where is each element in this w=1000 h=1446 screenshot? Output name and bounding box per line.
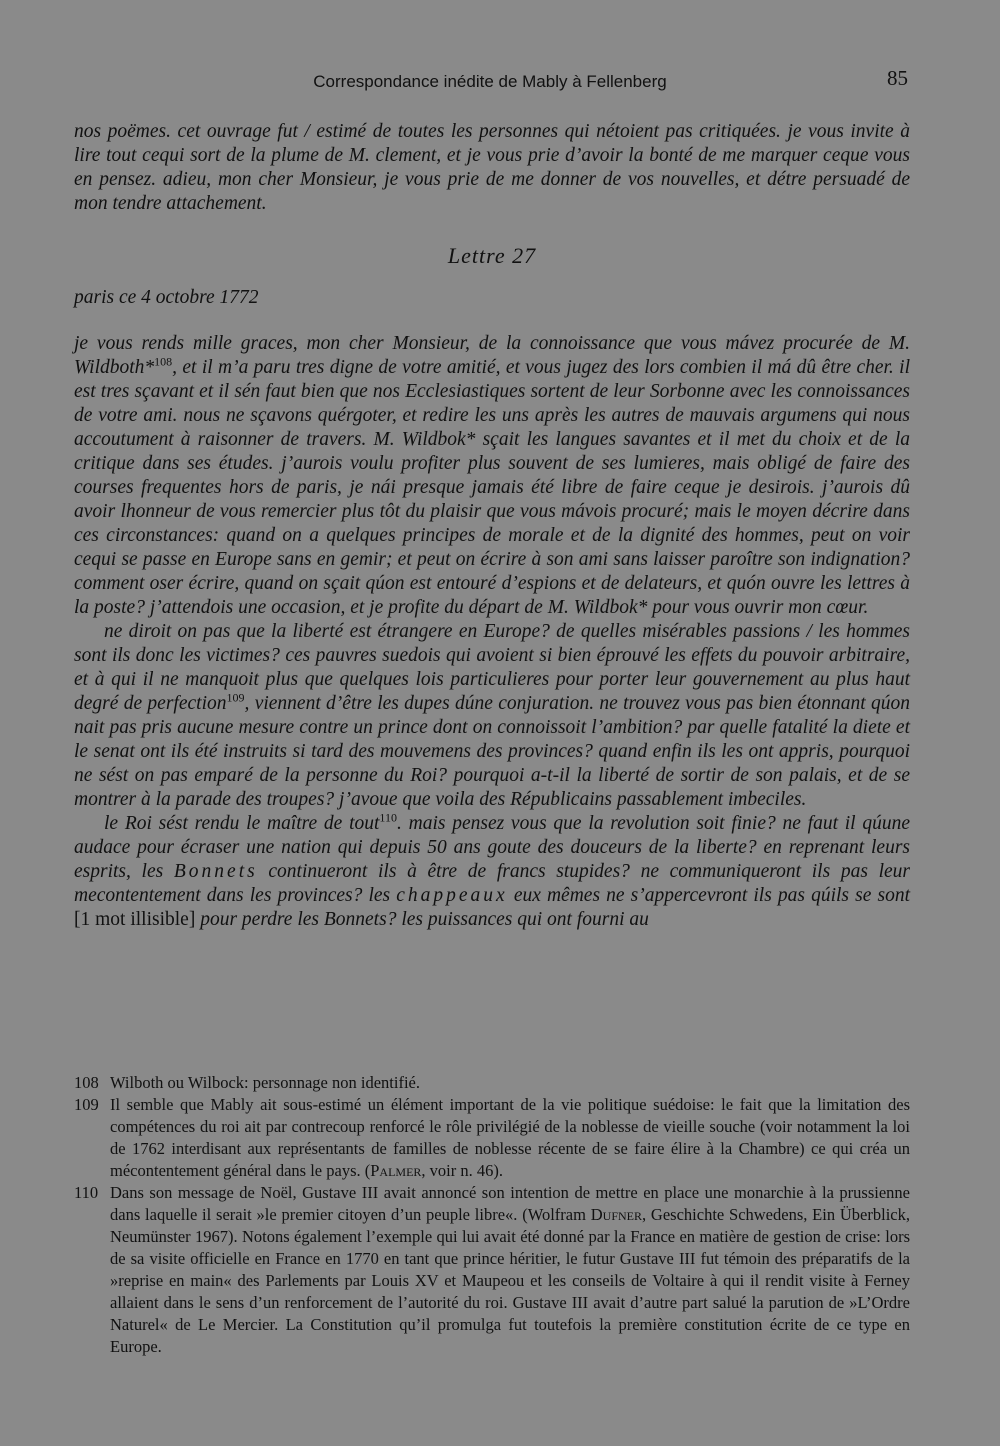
paragraph-3 [74,812,910,932]
author-name-smallcaps: Dufner [590,1205,642,1224]
paragraph-3-text-e: pour perdre les Bonnets? les puissances qui ont fourni au [200,909,649,930]
footnote-number: 110 [74,1183,99,1202]
letter-date: paris ce 4 octobre 1772 [74,287,259,308]
paragraph-3-text-b: . mais pensez vous que la revolution soit finie? ne faut il qúune audace pour écraser une nation qui depuis 50 ans goute des douceurs de la liberte? en reprenant leurs esprits, les [74,813,910,882]
footnote-text-b: , Geschichte Schwedens, Ein Überblick, Neumünster 1967). Notons également l’exemple qui lui avait été donné par la France en matière de gestion de crise: lors de sa visite officielle en France en 1770 en tant que prince héritier, le futur Gustave III fut témoin des préparatifs de la »reprise en main« des Parlements par Louis XV et Maupeou et les conseils de Voltaire à qui il rendit visite à Ferney allaient dans le sens d’un renforcement de l’autorité du roi. Gustave III avait d’autre part salué la parution de »L’Ordre Naturel« de Le Mercier. La Constitution qu’il promulga fut toutefois la première constitution écrite de ce type en Europe. [110,1205,910,1356]
footnote-text-a: Il semble que Mably ait sous-estimé un élément important de la vie politique suédoise: le fait que la limitation des compétences du roi ait par contrecoup renforcé le rôle privilégié de la noblesse de vieille souche (voir notamment la loi de 1762 interdisant aux représentants de familles de noblesse récente de se faire élire à la Chambre) ce qui créa un mécontentement général dans le pays. ( [110,1095,910,1180]
paragraph-1 [74,332,910,620]
running-title: Correspondance inédite de Mably à Fellenberg [313,72,667,91]
paragraph-3-text-d: eux mêmes ne s’appercevront ils pas qúils se sont [513,885,910,906]
letter-heading: Lettre 27 [447,243,537,268]
footnote-ref-108: 108 [154,354,173,369]
footnote-ref-109: 109 [226,690,245,705]
footnote-text-b: , voir n. 46). [421,1161,503,1180]
paragraph-3-text-c: continueront ils à être de francs stupides? ne communiqueront ils pas leur mecontentement dans les provinces? les [74,861,911,906]
footnote-text [110,1182,910,1358]
footnote-number: 109 [74,1095,99,1114]
footnote-text-a: Wilboth ou Wilbock: personnage non identifié. [110,1073,420,1092]
paragraph-continuation: nos poëmes. cet ouvrage fut / estimé de toutes les personnes qui nétoient pas critiquées. je vous invite à lire tout cequi sort de la plume de M. clement, et je vous prie d’avoir la bonté de me marquer ceque vous en pensez. adieu, mon cher Monsieur, je vous prie de me donner de vos nouvelles, et détre persuadé de mon tendre attachement. [74,121,910,214]
running-head [0,66,1000,96]
footnote-text [110,1072,910,1094]
footnote-108 [74,1072,910,1094]
paragraph-2-text-b: , viennent d’être les dupes dúne conjuration. ne trouvez vous pas bien étonnant qúon nait pas pris aucune mesure contre un prince dont on connoissoit l’ambition? par quelle fatalité la diete et le senat ont ils été instruits si tard des mouvemens des provinces? quand enfin ils les ont appris, pourquoi ne sést on pas emparé de la personne du Roi? pourquoi a-t-il la liberté de sortir de son palais, et de se montrer à la parade des troupes? j’avoue que voila des Républicains passablement imbeciles. [74,693,910,810]
spaced-word-bonnets: Bonnets [173,861,258,882]
page-number: 85 [887,66,908,90]
paragraph-2 [74,620,910,812]
footnotes [74,1072,910,1358]
footnote-110 [74,1182,910,1358]
footnote-text [110,1094,910,1182]
paragraph-1-text-b: , et il m’a paru tres digne de votre amitié, et vous jugez des lors combien il má dû être cher. il est tres sçavant et il sén faut bien que nos Ecclesiastiques sortent de leur Sorbonne avec les connoissances de votre ami. nous ne sçavons quérgoter, et redire les uns après les autres de mauvais argumens qui nous accoutument à raisonner de travers. M. Wildbok* sçait les langues savantes et il met du choix et de la critique dans ses études. j’aurois voulu profiter plus souvent de ses lumieres, mais obligé de faire des courses frequentes hors de paris, je nái presque jamais été libre de faire ceque je desirois. j’aurois dû avoir lhonneur de vous remercier plus tôt du plaisir que vous mávois procuré; mais le moyen décrire dans ces circonstances: quand on a quelques principes de morale et de la dignité des hommes, peut on voir cequi se passe en Europe sans en gemir; et peut on écrire à son ami sans laisser paroître son indignation? comment oser écrire, quand on sçait qúon est entouré d’espions et de delateurs, et quón ouvre les lettres à la poste? j’attendois une occasion, et je profite du départ de M. Wildbok* pour vous ouvrir mon cœur. [74,357,910,618]
spaced-word-chappeaux: chappeaux [396,885,508,906]
paragraph-3-text-a: le Roi sést rendu le maître de tout [104,813,380,834]
author-name-smallcaps: Palmer [370,1161,422,1180]
footnote-text-a: Dans son message de Noël, Gustave III avait annoncé son intention de mettre en place une monarchie à la prussienne dans laquelle il serait »le premier citoyen d’un peuple libre«. (Wolfram [110,1183,910,1224]
paragraph-1-text-a: je vous rends mille graces, mon cher Monsieur, de la connoissance que vous mávez procurée de M. Wildboth* [74,333,910,378]
footnote-number: 108 [74,1073,99,1092]
paragraph-2-text-a: ne diroit on pas que la liberté est étrangere en Europe? de quelles misérables passions / les hommes sont ils donc les victimes? ces pauvres suedois qui avoient si bien éprouvé les effets du pouvoir arbitraire, et à qui il ne manquoit plus que quelques lois particulieres pour porter leur gouvernement au plus haut degré de perfection [74,621,910,714]
letter-body [74,120,910,932]
footnote-ref-110: 110 [379,810,397,825]
footnote-109 [74,1094,910,1182]
editorial-note-illegible: [1 mot illisible] [74,909,196,930]
